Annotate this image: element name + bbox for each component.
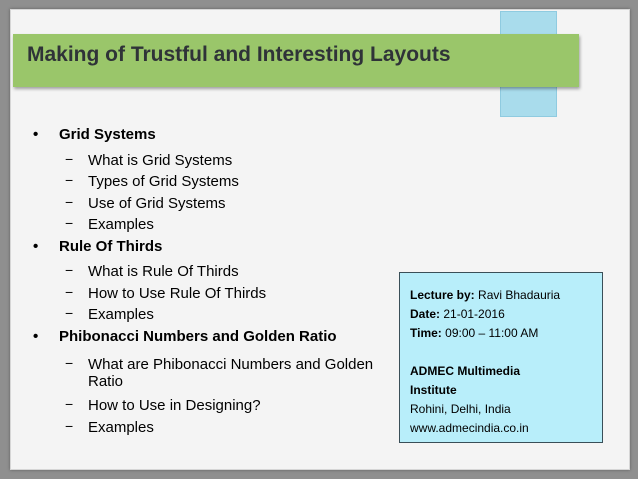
slide-title: Making of Trustful and Interesting Layouts — [27, 43, 451, 66]
list-item-text: What are Phibonacci Numbers and Golden Ratio — [88, 356, 374, 390]
section-heading-text: Phibonacci Numbers and Golden Ratio — [59, 328, 337, 345]
org-website: www.admecindia.co.in — [410, 421, 529, 435]
dash-icon: − — [65, 194, 74, 210]
list-item-text: What is Grid Systems — [88, 152, 233, 169]
org-name: ADMEC Multimedia Institute — [410, 364, 521, 397]
time-label: Time: — [410, 326, 442, 340]
dash-icon: − — [65, 284, 74, 300]
lecture-by-label: Lecture by: — [410, 288, 475, 302]
bullet-icon: • — [33, 126, 39, 143]
list-item-text: How to Use Rule Of Thirds — [88, 285, 267, 302]
bullet-icon: • — [33, 238, 39, 255]
section-heading-text: Grid Systems — [59, 126, 156, 143]
list-item-text: Types of Grid Systems — [88, 173, 239, 190]
list-item-text: Examples — [88, 216, 154, 233]
dash-icon: − — [65, 355, 74, 371]
list-item-text: How to Use in Designing? — [88, 397, 261, 414]
date-line — [410, 305, 602, 324]
spacer — [410, 343, 602, 362]
bullet-icon: • — [33, 328, 39, 345]
dash-icon: − — [65, 151, 74, 167]
list-item-text: Use of Grid Systems — [88, 195, 226, 212]
section-heading-text: Rule Of Thirds — [59, 238, 163, 255]
dash-icon: − — [65, 418, 74, 434]
date-label: Date: — [410, 307, 441, 321]
lecture-by-value: Ravi Bhadauria — [478, 288, 561, 302]
dash-icon: − — [65, 305, 74, 321]
dash-icon: − — [65, 262, 74, 278]
org-address: Rohini, Delhi, India — [410, 402, 511, 416]
dash-icon: − — [65, 172, 74, 188]
list-item-text: Examples — [88, 306, 154, 323]
list-item-text: Examples — [88, 419, 154, 436]
lecture-info-box — [399, 272, 603, 443]
dash-icon: − — [65, 215, 74, 231]
time-value: 09:00 – 11:00 AM — [445, 326, 539, 340]
list-item-text: What is Rule Of Thirds — [88, 263, 239, 280]
date-value: 21-01-2016 — [443, 307, 505, 321]
lecture-by-line — [410, 286, 602, 305]
time-line — [410, 324, 602, 343]
dash-icon: − — [65, 396, 74, 412]
